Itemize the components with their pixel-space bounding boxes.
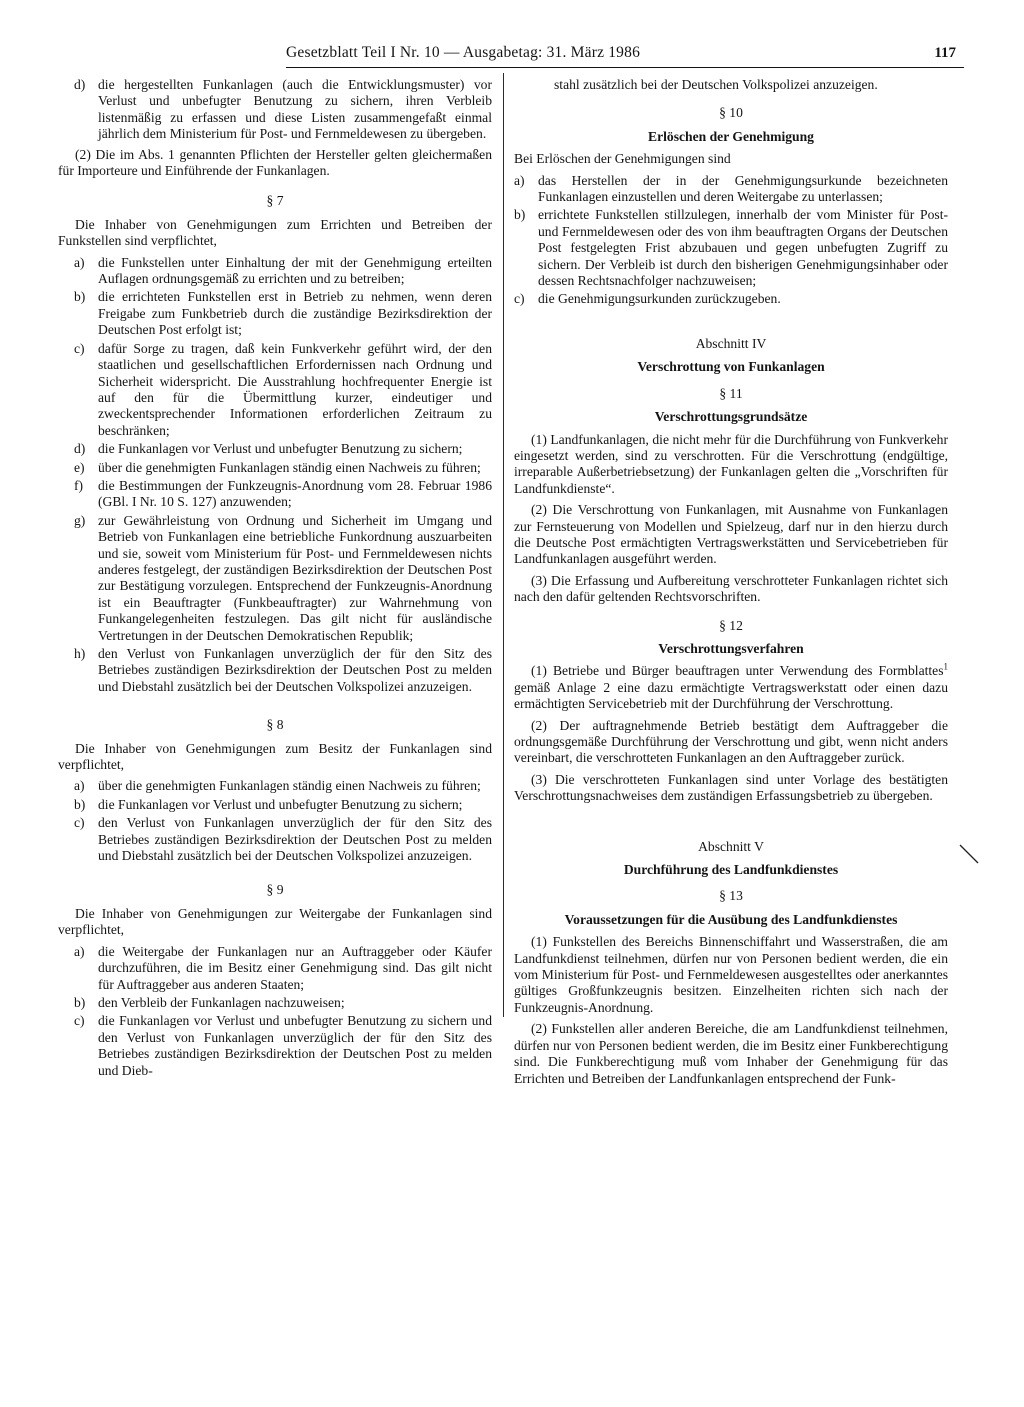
list-item [58, 478, 492, 511]
item-label: h) [74, 646, 86, 661]
list-item [58, 778, 492, 794]
item-text: die Funkanlagen vor Verlust und unbefugter Benutzung zu sichern und den Verlust von Funkanlagen unverzüglich der für den Sitz des Betriebes zuständigen Bezirksdirektion der Deutschen Post zu melden und Dieb- [98, 1013, 492, 1078]
item-text: die Funkanlagen vor Verlust und unbefugter Benutzung zu sichern; [98, 796, 463, 812]
list-item [58, 646, 492, 695]
section-10-title: Erlöschen der Genehmigung [648, 128, 814, 144]
paragraph-abs2: (2) Die im Abs. 1 genannten Pflichten der Hersteller gelten gleichermaßen für Importeure und Einführende der Funkanlagen. [58, 146, 492, 179]
item-label: f) [74, 477, 84, 493]
item-label: a) [74, 778, 85, 794]
item-text: den Verlust von Funkanlagen unverzüglich der für den Sitz des Betriebes zuständigen Bezirksdirektion der Deutschen Post zu melden und Diebstahl zusätzlich bei der Deutschen Volkspolizei anzuzeigen. [98, 646, 492, 694]
item-text: die Genehmigungsurkunden zurückzugeben. [538, 291, 781, 307]
section-8-intro: Die Inhaber von Genehmigungen zum Besitz der Funkanlagen sind verpflichtet, [58, 740, 492, 773]
list-item [58, 289, 492, 338]
list-item [58, 1013, 492, 1079]
list-item [58, 944, 492, 993]
list-item [58, 460, 492, 476]
item-text: die Funkstellen unter Einhaltung der mit der Genehmigung erteilten Auflagen ordnungsgemäß zu errichten und zu betreiben; [98, 254, 492, 287]
list-item [58, 441, 492, 457]
section-12-paragraph: (2) Der auftragnehmende Betrieb bestätigt dem Auftraggeber die ordnungsgemäße Durchführung der Verschrottung und gibt, wenn nicht anders vereinbart, die verschrotteten Funkanlagen an den Auftraggeber zurück. [514, 717, 948, 766]
section-13-paragraph: (2) Funkstellen aller anderen Bereiche, die am Landfunkdienst teilnehmen, dürfen nur von Personen bedient werden, die im Besitz einer Funkberechtigung sind. Die Funkberechtigung muß vom Inhaber der Genehmigung für das Errichten und Betreiben der Landfunkanlagen entsprechend der Funk- [514, 1021, 948, 1086]
item-text: das Herstellen der in der Genehmigungsurkunde bezeichneten Funkanlagen einzustellen und deren Weitergabe zu unterlassen; [538, 172, 948, 205]
item-text: die Weitergabe der Funkanlagen nur an Auftraggeber oder Käufer durchzuführen, die im Besitz einer Genehmigung sind. Das gilt nicht für Auftraggeber aus anderen Staaten; [98, 943, 492, 992]
section-13-title: Voraussetzungen für die Ausübung des Landfunkdienstes [564, 911, 898, 927]
list-item [514, 173, 948, 206]
list-item [58, 77, 492, 143]
section-13-paragraph: (1) Funkstellen des Bereichs Binnenschiffahrt und Wasserstraßen, die am Landfunkdienst teilnehmen, dürfen nur von Personen bedient werden, die ein vom Ministerium für Post- und Fernmeldewesen ausgestelltes oder anerkanntes gültiges Großfunkzeugnis besitzen. Einzelheiten richten sich nach der Funkzeugnis-Anordnung. [514, 934, 948, 1015]
margin-mark-icon [958, 843, 984, 869]
list-item [58, 995, 492, 1011]
list-item [58, 341, 492, 439]
item-text: zur Gewährleistung von Ordnung und Sicherheit im Umgang und Betrieb von Funkanlagen eine betriebliche Funkordnung auszuarbeiten und sie, soweit vom Ministerium für Post- und Fernmeldewesen nichts anderes festgelegt, der zuständigen Bezirksdirektion der Deutschen Post zur Bestätigung vorzulegen. Entsprechend der Funkzeugnis-Anordnung ist ein Beauftragter (Funkbeauftragter) zur Wahrnehmung von Funkangelegenheiten festzulegen. Das gilt nicht für ausländische Vertretungen in der Deutschen Demokratischen Republik; [98, 512, 492, 643]
section-heading-7: § 7 [266, 193, 284, 209]
section-11-paragraph: (3) Die Erfassung und Aufbereitung verschrotteter Funkanlagen richtet sich nach den dafür geltenden Rechtsvorschriften. [514, 572, 948, 605]
item-text: den Verlust von Funkanlagen unverzüglich der für den Sitz des Betriebes zuständigen Bezirksdirektion der Deutschen Post zu melden und Diebstahl zusätzlich bei der Deutschen Volkspolizei anzuzeigen. [98, 815, 492, 864]
item-text: errichtete Funkstellen stillzulegen, innerhalb der vom Minister für Post- und Fernmeldewesen oder des von ihm beauftragten Organs der Deutschen Post festgelegten Frist abzubauen und gegen unbefugten Zugriff zu sichern. Der Verbleib ist durch den bisherigen Genehmigungsinhaber oder dessen Rechtsnachfolger nachzuweisen; [538, 207, 948, 289]
item-label: g) [74, 512, 86, 528]
section-12-paragraph [514, 663, 948, 712]
abschnitt-iv-title: Verschrottung von Funkanlagen [637, 359, 825, 375]
item-text: den Verbleib der Funkanlagen nachzuweisen; [98, 994, 345, 1010]
left-column [58, 77, 492, 1081]
item-label: a) [514, 172, 525, 188]
list-item [58, 797, 492, 813]
footnote-marker: 1 [943, 661, 948, 672]
item-text: dafür Sorge zu tragen, daß kein Funkverkehr geführt wird, der den staatlichen und gesellschaftlichen Erfordernissen nach Ordnung und Sicherheit widerspricht. Die Ausstrahlung hochfrequenter Energie ist auf den für die Übermittlung kurzer, eindeutiger und zweckentsprechender Informationen erforderlichen Zeitraum zu beschränken; [98, 340, 492, 438]
item-text: die errichteten Funkstellen erst in Betrieb zu nehmen, wenn deren Freigabe zum Funkbetrieb durch die zuständige Bezirksdirektion der Deutschen Post erfolgt ist; [98, 289, 492, 338]
item-label: d) [74, 77, 86, 92]
section-12-title: Verschrottungsverfahren [658, 640, 804, 656]
section-11-paragraph: (1) Landfunkanlagen, die nicht mehr für die Durchführung von Funkverkehr eingesetzt werden, sind zu verschrotten. Für die Verschrottung (endgültige, irreparable Außerbetriebsetzung) der Funkanlagen gelten die „Vorschriften für Landfunkdienste“. [514, 431, 948, 496]
abschnitt-v-title: Durchführung des Landfunkdienstes [623, 862, 839, 878]
paragraph-text: gemäß Anlage 2 eine dazu ermächtigte Vertragswerkstatt oder einen dazu ermächtigten Servicebetrieb mit der Durchführung der Verschrottung. [514, 679, 948, 712]
column-divider [503, 73, 504, 1017]
section-10-intro: Bei Erlöschen der Genehmigungen sind [514, 151, 731, 167]
item-label: b) [74, 289, 86, 305]
item-text: die Funkanlagen vor Verlust und unbefugter Benutzung zu sichern; [98, 441, 463, 457]
page-number: 117 [934, 45, 956, 61]
item-text: über die genehmigten Funkanlagen ständig einen Nachweis zu führen; [98, 459, 481, 475]
item-label: a) [74, 943, 85, 959]
item-label: c) [74, 1013, 85, 1029]
item-label: c) [74, 815, 85, 831]
item-label: b) [514, 207, 526, 223]
section-heading-8: § 8 [266, 717, 284, 733]
section-heading-9: § 9 [266, 882, 284, 898]
list-item [58, 513, 492, 644]
item-label: b) [74, 796, 86, 812]
page-header [286, 43, 964, 68]
right-column [514, 77, 948, 1092]
continuation-text: stahl zusätzlich bei der Deutschen Volkspolizei anzuzeigen. [554, 77, 878, 92]
list-item [58, 255, 492, 288]
item-label: c) [74, 340, 85, 356]
section-heading-11: § 11 [719, 385, 743, 401]
item-label: a) [74, 254, 85, 270]
item-text: die Bestimmungen der Funkzeugnis-Anordnung vom 28. Februar 1986 (GBl. I Nr. 10 S. 127) anzuwenden; [98, 477, 492, 510]
list-item [514, 291, 948, 307]
section-heading-13: § 13 [719, 888, 743, 904]
section-9-intro: Die Inhaber von Genehmigungen zur Weitergabe der Funkanlagen sind verpflichtet, [58, 905, 492, 938]
item-label: c) [514, 291, 525, 307]
list-item [514, 207, 948, 289]
abschnitt-v-label: Abschnitt V [698, 838, 764, 854]
paragraph-text: (1) Betriebe und Bürger beauftragen unter Verwendung des Formblattes [531, 663, 944, 679]
item-text: die hergestellten Funkanlagen (auch die Entwicklungsmuster) vor Verlust und unbefugter Benutzung zu sichern, ihren Verbleib listenmäßig zu erfassen und diese Listen zusammengefaßt einmal jährlich dem Ministerium für Post- und Fernmeldewesen zu übergeben. [98, 77, 492, 142]
abschnitt-iv-label: Abschnitt IV [695, 335, 767, 351]
item-label: d) [74, 441, 86, 457]
item-label: b) [74, 994, 86, 1010]
header-title: Gesetzblatt Teil I Nr. 10 — Ausgabetag: 31. März 1986 [286, 44, 641, 61]
section-11-paragraph: (2) Die Verschrottung von Funkanlagen, mit Ausnahme von Funkanlagen zur Fernsteuerung von Modellen und Spielzeug, darf nur in den hierzu durch die Deutsche Post ermächtigten Vertragswerkstätten und Servicebetrieben für Landfunkanlagen ausgeführt werden. [514, 502, 948, 567]
section-12-paragraph: (3) Die verschrotteten Funkanlagen sind unter Vorlage des bestätigten Verschrottungsnachweises dem zuständigen Erfassungsbetrieb zu übergeben. [514, 771, 948, 804]
item-label: e) [74, 459, 85, 475]
section-heading-10: § 10 [719, 105, 743, 121]
section-11-title: Verschrottungsgrundsätze [654, 409, 808, 425]
list-item [58, 815, 492, 864]
item-text: über die genehmigten Funkanlagen ständig einen Nachweis zu führen; [98, 778, 481, 794]
section-heading-12: § 12 [719, 617, 743, 633]
section-7-intro: Die Inhaber von Genehmigungen zum Errichten und Betreiben der Funkstellen sind verpflichtet, [58, 216, 492, 249]
